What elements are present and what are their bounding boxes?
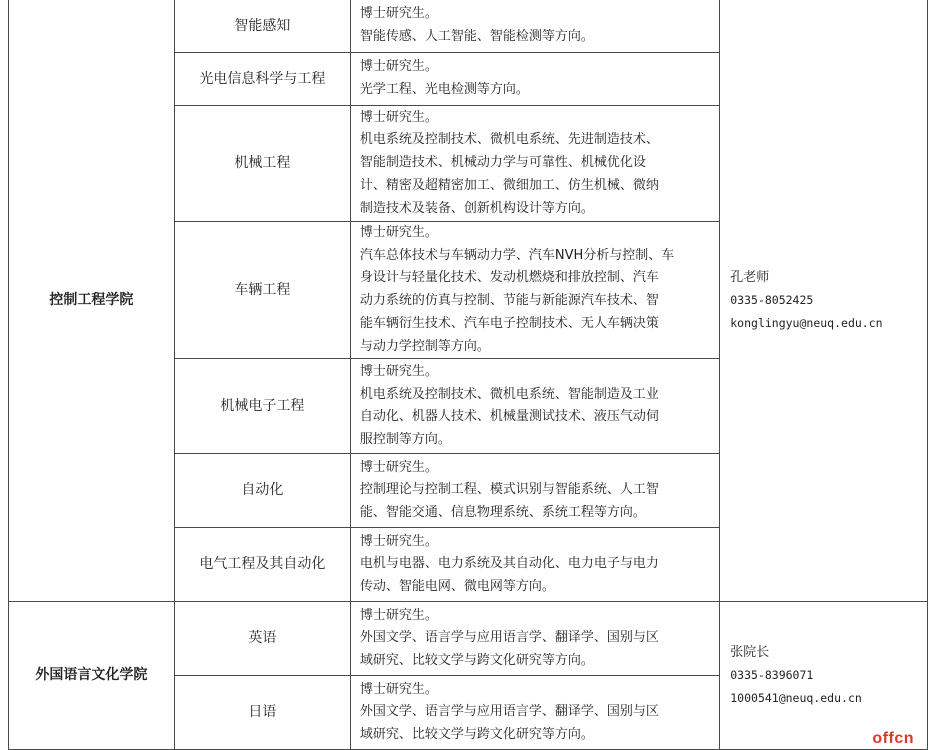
direction-line: 博士研究生。 [359, 607, 438, 623]
direction-line: 博士研究生。 [359, 59, 438, 75]
direction-line: 能、智能交通、信息物理系统、系统工程等方向。 [359, 505, 646, 521]
direction-line: 机电系统及控制技术、微机电系统、先进制造技术、 [359, 132, 659, 148]
table-row [9, 602, 928, 676]
major-cell: 光电信息科学与工程 [174, 53, 350, 106]
major-cell: 电气工程及其自动化 [174, 528, 350, 602]
direction-line: 智能制造技术、机械动力学与可靠性、机械优化设 [359, 155, 646, 171]
contact-name: 孔老师 [730, 269, 770, 285]
major-cell: 车辆工程 [174, 222, 350, 359]
recruitment-table [8, 0, 928, 750]
direction-line: 机电系统及控制技术、微机电系统、智能制造及工业 [359, 386, 659, 402]
direction-line: 博士研究生。 [359, 225, 438, 240]
college-cell: 控制工程学院 [9, 0, 175, 602]
direction-line: 博士研究生。 [359, 363, 438, 379]
contact-email: 1000541@neuq.edu.cn [730, 691, 862, 706]
watermark-logo: offcn [872, 730, 914, 747]
direction-cell [350, 106, 719, 222]
major-cell: 日语 [174, 676, 350, 750]
direction-line: 控制理论与控制工程、模式识别与智能系统、人工智 [359, 482, 659, 498]
direction-line: 身设计与轻量化技术、发动机燃烧和排放控制、汽车 [359, 270, 659, 286]
major-cell: 自动化 [174, 454, 350, 528]
direction-line: 博士研究生。 [359, 109, 438, 125]
contact-cell [720, 602, 928, 750]
direction-line: 博士研究生。 [359, 533, 438, 549]
major-cell: 机械工程 [174, 106, 350, 222]
direction-line: 外国文学、语言学与应用语言学、翻译学、国别与区 [359, 630, 659, 646]
direction-line: 博士研究生。 [359, 6, 438, 22]
direction-line: 博士研究生。 [359, 459, 438, 475]
contact-cell [720, 0, 928, 602]
direction-cell [350, 602, 719, 676]
direction-line: 电机与电器、电力系统及其自动化、电力电子与电力 [359, 556, 659, 572]
direction-line: 制造技术及装备、创新机构设计等方向。 [359, 200, 594, 216]
direction-cell [350, 676, 719, 750]
direction-cell [350, 359, 719, 454]
direction-line: 能车辆衍生技术、汽车电子控制技术、无人车辆决策 [359, 315, 659, 331]
direction-cell [350, 0, 719, 53]
direction-cell [350, 528, 719, 602]
direction-line: 自动化、机器人技术、机械量测试技术、液压气动伺 [359, 409, 659, 425]
major-cell: 机械电子工程 [174, 359, 350, 454]
direction-cell [350, 454, 719, 528]
direction-line: 域研究、比较文学与跨文化研究等方向。 [359, 653, 594, 669]
direction-cell [350, 222, 719, 359]
contact-email: konglingyu@neuq.edu.cn [730, 315, 883, 330]
direction-line: 博士研究生。 [359, 681, 438, 697]
direction-cell [350, 53, 719, 106]
contact-name: 张院长 [730, 644, 770, 660]
contact-phone: 0335-8052425 [730, 293, 814, 308]
direction-line: 汽车总体技术与车辆动力学、汽车NVH分析与控制、车 [359, 247, 675, 263]
direction-line: 服控制等方向。 [359, 431, 451, 447]
contact-phone: 0335-8396071 [730, 668, 814, 683]
direction-line: 域研究、比较文学与跨文化研究等方向。 [359, 727, 594, 743]
table-row [9, 0, 928, 53]
direction-line: 计、精密及超精密加工、微细加工、仿生机械、微纳 [359, 177, 659, 193]
direction-line: 外国文学、语言学与应用语言学、翻译学、国别与区 [359, 704, 659, 720]
direction-line: 动力系统的仿真与控制、节能与新能源汽车技术、智 [359, 293, 659, 309]
direction-line: 光学工程、光电检测等方向。 [359, 82, 529, 97]
direction-line: 与动力学控制等方向。 [359, 338, 490, 354]
college-cell: 外国语言文化学院 [9, 602, 175, 750]
direction-line: 智能传感、人工智能、智能检测等方向。 [359, 29, 594, 44]
direction-line: 传动、智能电网、微电网等方向。 [359, 579, 555, 595]
major-cell: 英语 [174, 602, 350, 676]
major-cell: 智能感知 [174, 0, 350, 53]
